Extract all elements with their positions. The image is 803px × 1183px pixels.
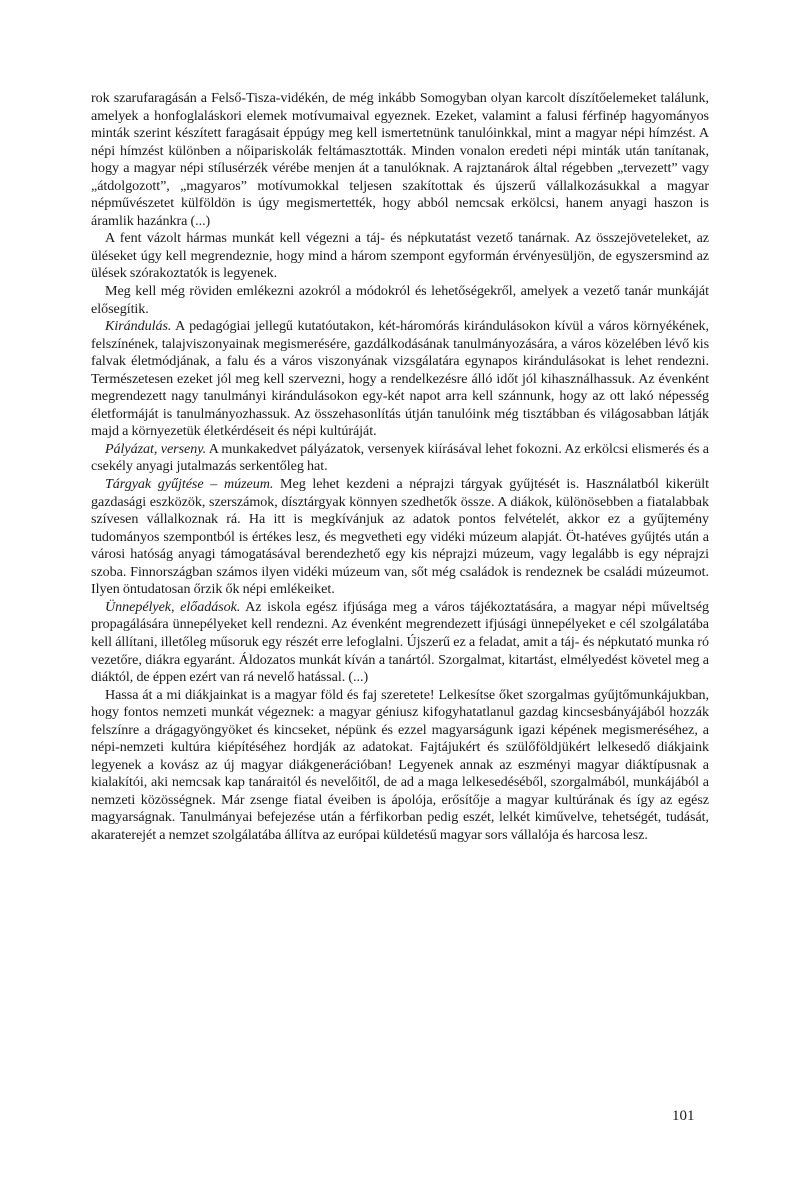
page-body — [91, 90, 709, 845]
section-lead-kirandulas: Kirándulás. — [105, 318, 172, 335]
paragraph-closing — [91, 687, 709, 845]
paragraph-muzeum-text: Meg lehet kezdeni a néprajzi tárgyak gyűjtését is. Használatból kikerült gazdasági eszközök, szerszámok, dísztárgyak könnyen szedhetők össze. A diákok, különösebben a fiatalabbak szívesen vállalkoznak rá. Ha itt is megkívánjuk az adatok pontos felvételét, akkor ez a gyűjtemény tudományos szempontból is értékes lesz, és megvetheti egy vidéki múzeum alapját. Öt-hatéves gyűjtés után a városi hatóság anyagi támogatásával berendezhető egy kis néprajzi múzeum, vagy legalább is egy néprajzi szoba. Finnországban számos ilyen vidéki múzeum van, sőt még családok is rendeznek be családi múzeumot. Ilyen öntudatosan őrzik ők népi emlékeiket. — [91, 476, 710, 598]
paragraph-3-text: Meg kell még röviden emlékezni azokról a módokról és lehetőségekről, amelyek a vezető tanár munkáját elősegítik. — [91, 283, 709, 317]
paragraph-1-text: rok szarufaragásán a Felső-Tisza-vidékén, de még inkább Somogyban olyan karcolt díszítőelemeket találunk, amelyek a honfoglaláskori elemek motívumaival egyeznek. Ezeket, valamint a falusi férfinép hagyományos minták szerint készített faragásait éppúgy meg kell ismertetnünk tanulóinkkal, mint a magyar népi hímzést. A népi hímzést különben a nőipariskolák feltámasztották. Minden vonalon eredeti népi minták után tanítanak, hogy a magyar népi stílusérzék vérébe menjen át a tanulóknak. A rajztanárok által régebben „tervezett” vagy „átdolgozott”, „magyaros” motívumokkal teljesen szakítottak és újszerű vállalkozásukkal a magyar népművészetet külföldön is úgy megismertették, hogy abból nemcsak erkölcsi, hanem anyagi haszon is áramlik hazánkra (...) — [91, 90, 709, 229]
page-number: 101 — [672, 1108, 695, 1124]
paragraph-closing-text: Hassa át a mi diákjainkat is a magyar föld és faj szeretete! Lelkesítse őket szorgalmas gyűjtőmunkájukban, hogy fontos nemzeti munkát végeznek: a magyar géniusz kifogyhatatlanul gazdag kincsesbányájából hozzák felszínre a drágagyöngyöket és kincseket, népünk és ezzel magyarságunk igazi képének megismeréséhez, a népi-nemzeti kultúra kiépítéséhez hordják az adatokat. Fajtájukért és szülőföldjükért lelkesedő diákjaink legyenek a kovász az új magyar diákgenerációban! Legyenek annak az eszményi magyar diáktípusnak a kialakítói, aki nemcsak kap tanáraitól és nevelőitől, de ad a maga lelkesedéséből, szorgalmából, munkájából a nemzeti közösségnek. Már zsenge fiatal éveiben is ápolója, erősítője a magyar kultúrának és így az egész magyarságnak. Tanulmányai befejezése után a férfikorban pedig eszét, lelkét kiművelve, tehetségét, tudását, akaraterejét a nemzet szolgálatába állítva az európai küldetésű magyar sors vállalója és harcosa lesz. — [91, 686, 709, 843]
paragraph-2 — [91, 230, 709, 283]
paragraph-2-text: A fent vázolt hármas munkát kell végezni a táj- és népkutatást vezető tanárnak. Az összejöveteleket, az üléseket úgy kell megrendeznie, hogy mind a három szempont egyformán érvényesüljön, de egyszersmind az ülések szórakoztatók is legyenek. — [91, 230, 709, 282]
paragraph-1 — [91, 90, 709, 230]
paragraph-unnepelyek-text: Az iskola egész ifjúsága meg a város tájékoztatására, a magyar népi műveltség propagálására ünnepélyeket kell rendezni. Az évenként megrendezett ifjúsági ünnepélyeket e cél szolgálatába kell állítani, illetőleg műsoruk egy részét erre lefoglalni. Újszerű ez a feladat, amit a táj- és népkutató munka ró vezetőre, diákra egyaránt. Áldozatos munkát kíván a tanártól. Szorgalmat, kitartást, elmélyedést követel meg a diáktól, de éppen ezért van rá nevelő hatással. (...) — [91, 598, 710, 686]
paragraph-3 — [91, 283, 709, 318]
section-lead-muzeum: Tárgyak gyűjtése – múzeum. — [105, 476, 274, 493]
paragraph-kirandulas — [91, 318, 709, 441]
section-lead-palyazat: Pályázat, verseny. — [105, 440, 207, 457]
paragraph-unnepelyek — [91, 599, 709, 687]
paragraph-muzeum — [91, 476, 709, 599]
paragraph-kirandulas-text: A pedagógiai jellegű kutatóutakon, két-háromórás kirándulásokon kívül a város környékének, felszínének, talajviszonyainak megismerésére, gazdálkodásának tanulmányozására, a város közelében lévő kis falvak életmódjának, a falu és a város viszonyának vizsgálatára egynapos kirándulásokat is lehet rendezni. Természetesen ezeket jól meg kell szervezni, hogy a rendelkezésre álló időt jól kihasználhassuk. Az évenként megrendezett nagy tanulmányi kirándulásokon egy-két napot arra kell szánnunk, hogy az ott lakó népesség életformáját is tanulmányozhassuk. Az összehasonlítás útján tanulóink még tisztábban és világosabban látják majd a környezetük életkérdéseit és népi kultúráját. — [91, 318, 709, 440]
section-lead-unnepelyek: Ünnepélyek, előadások. — [105, 598, 241, 615]
paragraph-palyazat-text: A munkakedvet pályázatok, versenyek kiírásával lehet fokozni. Az erkölcsi elismerés és a csekély anyagi jutalmazás serkentőleg hat. — [91, 440, 710, 475]
paragraph-palyazat — [91, 441, 709, 476]
